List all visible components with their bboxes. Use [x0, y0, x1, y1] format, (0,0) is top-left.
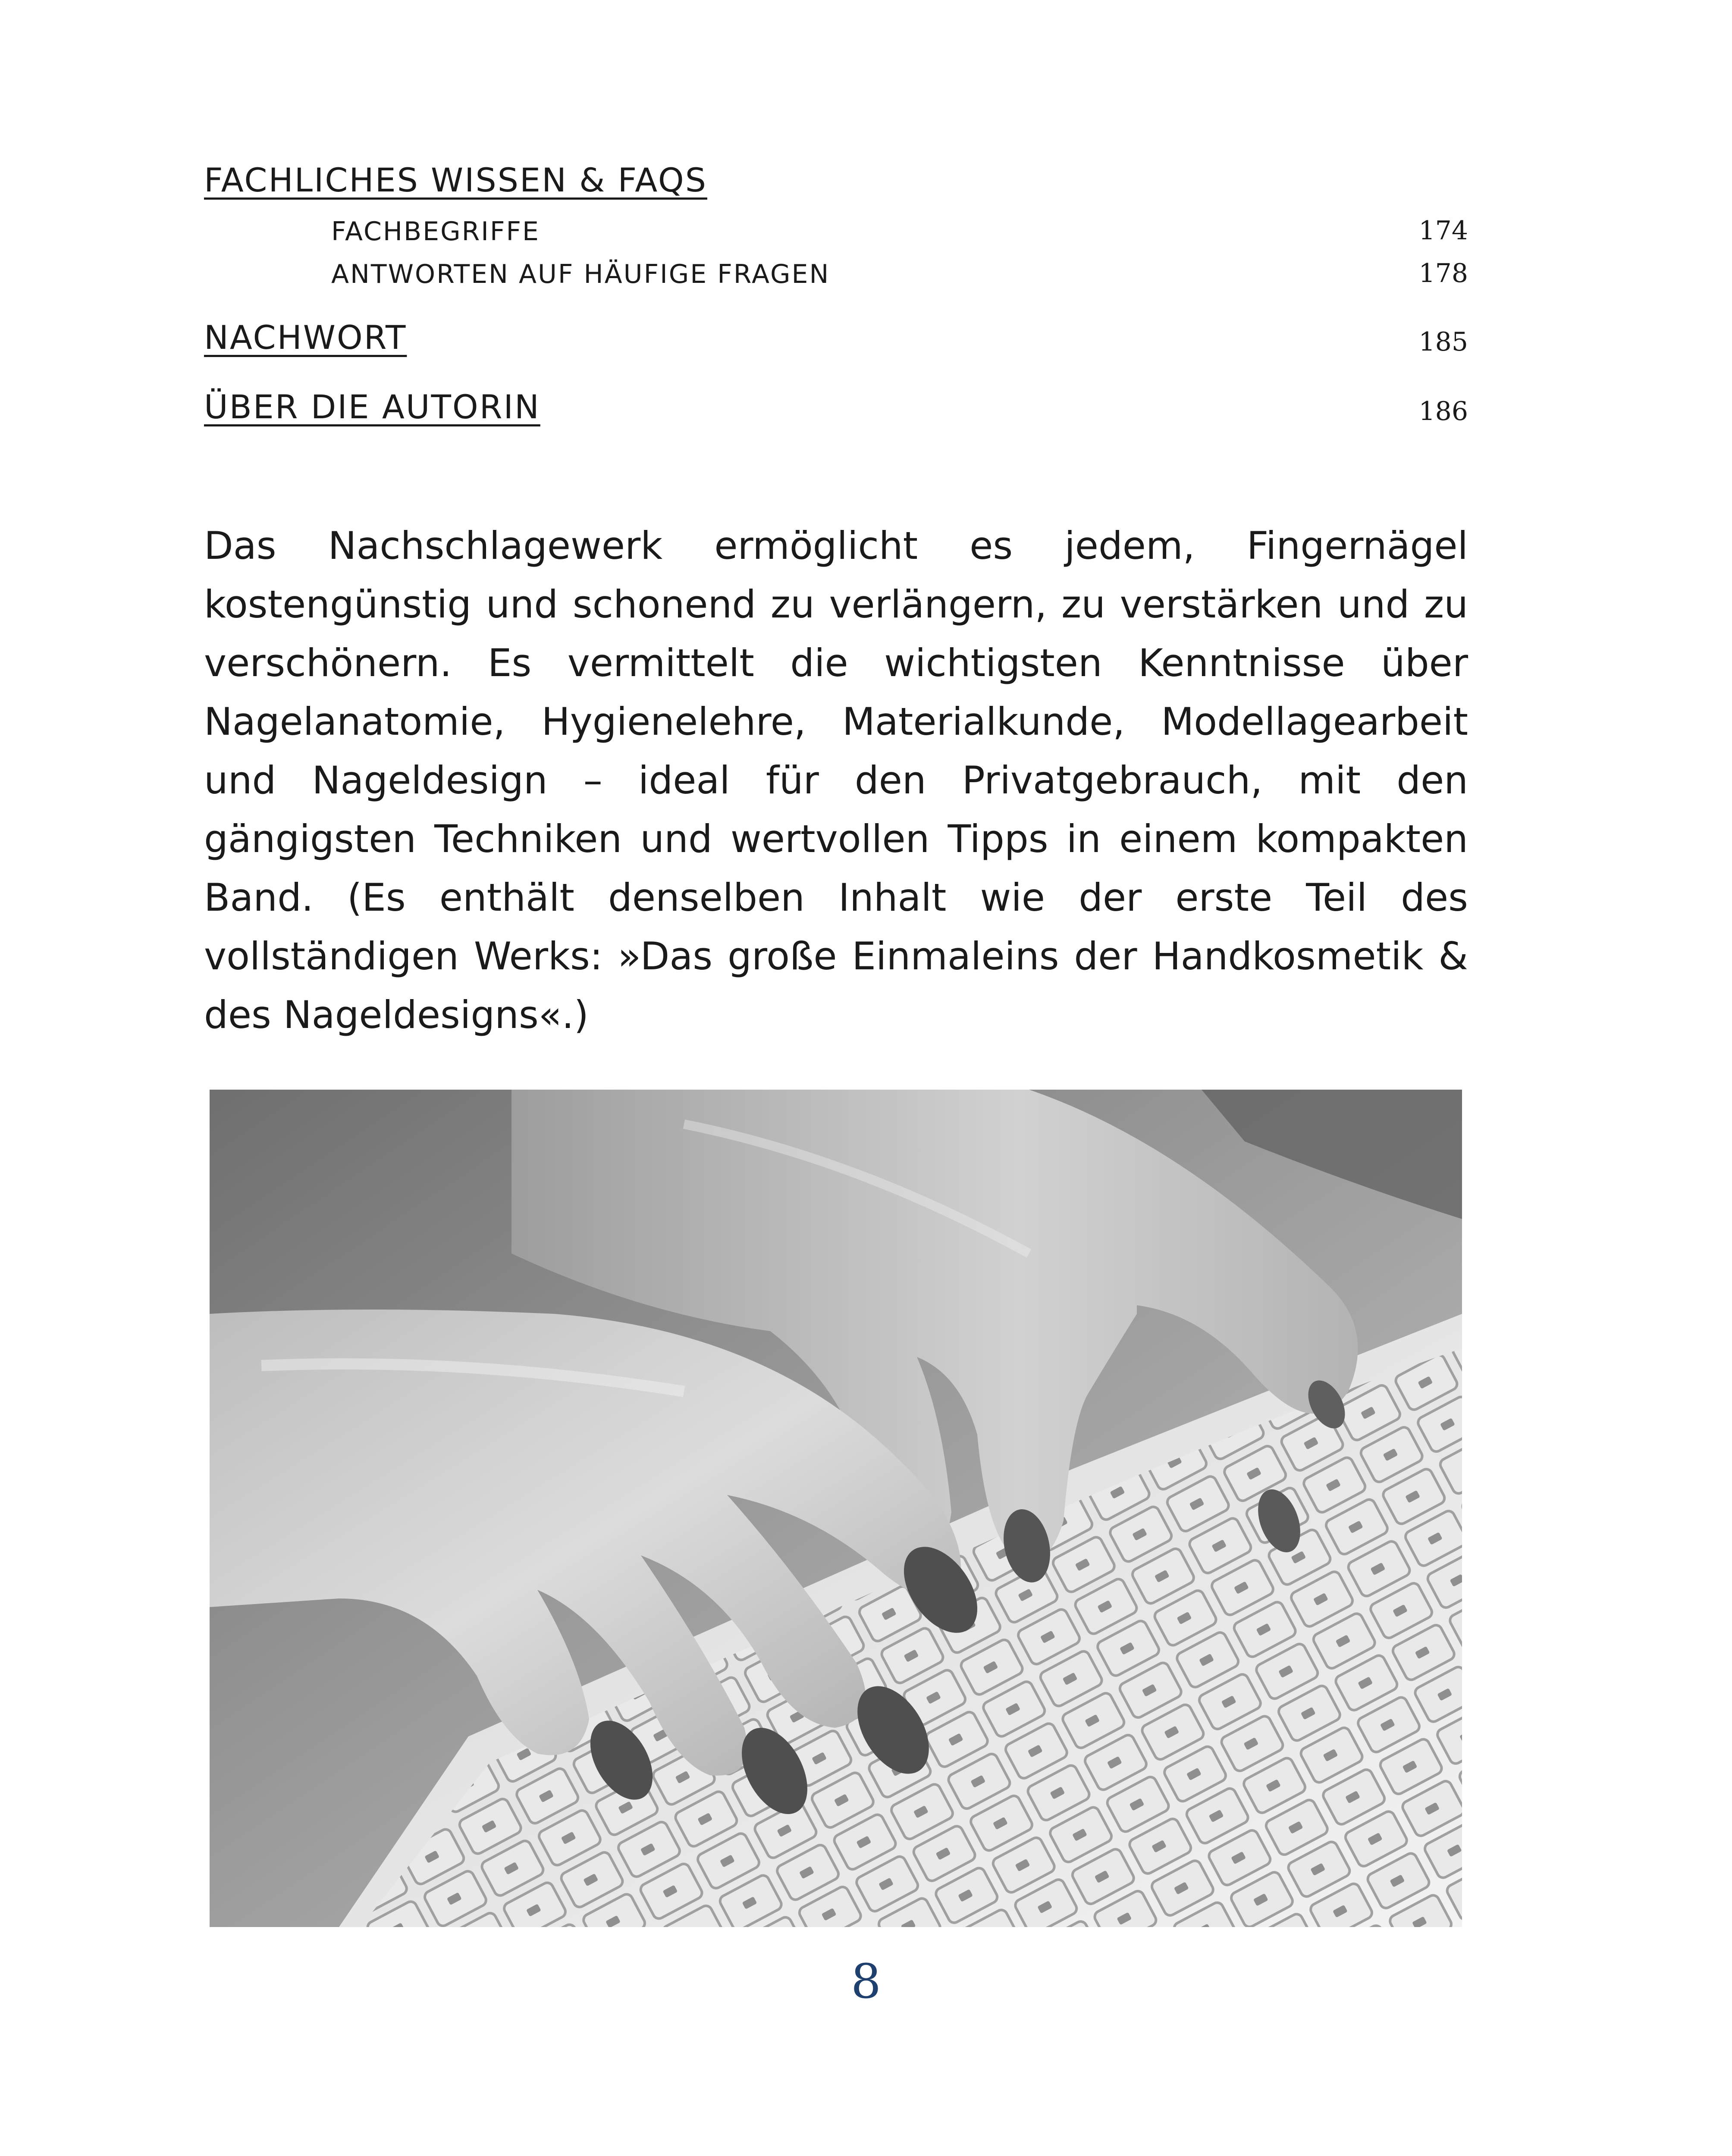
- page-number: 8: [851, 1954, 881, 2009]
- toc-page-autorin: 186: [1418, 396, 1468, 426]
- toc-page-nachwort: 185: [1418, 327, 1468, 357]
- hands-on-keyboard-photo: [210, 1090, 1462, 1927]
- toc-page-fachbegriffe: 174: [1418, 216, 1468, 246]
- toc-item-fachbegriffe[interactable]: FACHBEGRIFFE: [331, 216, 540, 247]
- toc-heading-autorin[interactable]: ÜBER DIE AUTORIN: [204, 388, 540, 426]
- toc-heading-faq[interactable]: FACHLICHES WISSEN & FAQS: [204, 161, 707, 199]
- toc-page-antworten: 178: [1418, 258, 1468, 288]
- toc-item-antworten[interactable]: ANTWORTEN AUF HÄUFIGE FRAGEN: [331, 259, 830, 289]
- book-description: Das Nachschlagewerk ermöglicht es jedem, Fingernägel kostengünstig und schonend zu verlängern, zu verstärken und zu verschönern. Es vermittelt die wichtigsten Kenntnisse über Nagelanatomie, Hygienelehre, Materialkunde, Modellagearbeit und Nageldesign – ideal für den Privatgebrauch, mit den gängigsten Techniken und wertvollen Tipps in einem kompakten Band. (Es enthält denselben Inhalt wie der erste Teil des vollständigen Werks: »Das große Einmaleins der Handkosmetik & des Nageldesigns«.): [204, 523, 1468, 1037]
- toc-heading-nachwort[interactable]: NACHWORT: [204, 318, 407, 357]
